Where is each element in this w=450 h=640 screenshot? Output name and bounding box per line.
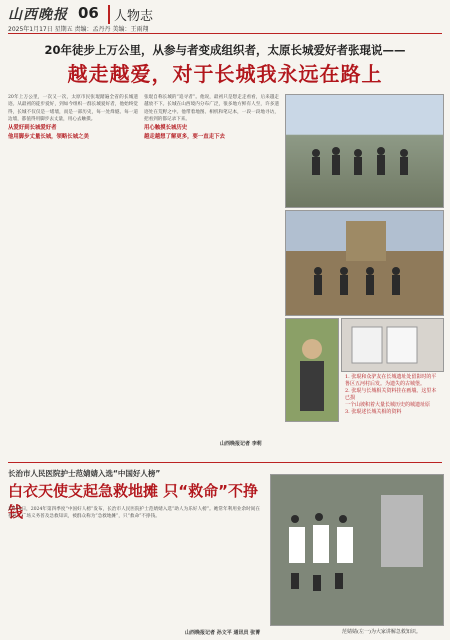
group-photo-1 xyxy=(285,94,444,208)
masthead xyxy=(8,4,442,40)
group-photo-2-svg xyxy=(286,211,443,315)
story2-photo-svg xyxy=(271,475,443,625)
story2-byline: 山西晚报记者 孙文平 通讯员 张菁 xyxy=(185,630,261,636)
story2-photo xyxy=(270,474,444,626)
story-divider xyxy=(8,462,442,463)
story1-subhead-a: 从爱好到长城爱好者 xyxy=(8,125,57,132)
story1-body: 20年上万公里，一次又一次，太原市民张琨踏遍全省的长城遗迹。从最初的徒步爱好，到如今组织一群长城爱好者，他始终觉得，长城不仅仅是一堵墙，而是一部历史，每一处烽燧、每一道边墙，都值得用脚步去丈量，用心去触摸。 xyxy=(8,95,138,122)
hikers-group-2 xyxy=(314,267,400,295)
newspaper-logo: 山西晚报 xyxy=(8,7,68,23)
story2-headline: 白衣天使支起急救地摊 只“救命”不挣钱 xyxy=(8,482,258,521)
story1-column-2 xyxy=(144,94,279,414)
nurse-figures xyxy=(289,525,353,563)
masthead-rule xyxy=(8,33,442,34)
story2-body: 1月15日，2024年第四季度“中国好人榜”发布，长治市人民医院护士范婧婧入选“助人为乐好人榜”。她常年利用业余时间在社区、广场义务普及急救知识，被群众称为“急救地摊”，只“救命”不挣钱。 xyxy=(8,507,260,520)
story1-byline: 山西晚报记者 李莉 xyxy=(220,441,262,447)
page-number: 06 xyxy=(78,4,99,22)
story1-subhead-c: 用心触摸长城历史 xyxy=(144,125,188,132)
story1-kicker: 20年徒步上万公里，从参与者变成组织者，太原长城爱好者张琨说—— xyxy=(44,43,406,57)
story2-kicker: 长治市人民医院护士范婧婧入选“中国好人榜” xyxy=(8,469,161,478)
documents-photo-svg xyxy=(342,319,443,371)
dateline: 2025年1月17日 星期五 责编：孟丹丹 美编：王雨翔 xyxy=(8,26,149,33)
group-photo-2 xyxy=(285,210,444,316)
story1-body-2: 张琨自称长城的“追寻者”。他说，最初只是想走走看看，后来越走越放不下。长城在山西境内分布广泛，很多地方鲜有人至，许多遗迹处在荒野之中。他带着地图、相机和笔记本，一段一段地寻访，把看到的都记录下来。 xyxy=(144,95,279,122)
section-title: 人物志 xyxy=(108,5,153,24)
group-photo-1-svg xyxy=(286,95,443,207)
story1-subhead-b: 他用脚步丈量长城，领略长城之美 xyxy=(8,134,89,141)
documents-photo xyxy=(341,318,444,372)
portrait-photo xyxy=(285,318,339,422)
hikers-group xyxy=(312,147,408,175)
story2-photo-caption: 范婧婧(左一)为大家讲解急救知识。 xyxy=(342,629,421,635)
story1-headline: 越走越爱，对于长城我永远在路上 xyxy=(67,62,383,86)
story1-photo-caption: 1. 张琨和众驴友在长城遗址处留影时的平鲁区五河村后发。为遗失的古城堡。 2. 张琨与长城相关资料挂在画墙。这里本已损 一个山坡积着大量长城历史的城遗址原 3. 张琨述长城关相的资料 xyxy=(345,374,437,415)
story1-subhead-d: 越走越想了解更多，要一直走下去 xyxy=(144,134,225,141)
portrait-photo-svg xyxy=(286,319,338,421)
story1-column-1 xyxy=(8,94,138,414)
